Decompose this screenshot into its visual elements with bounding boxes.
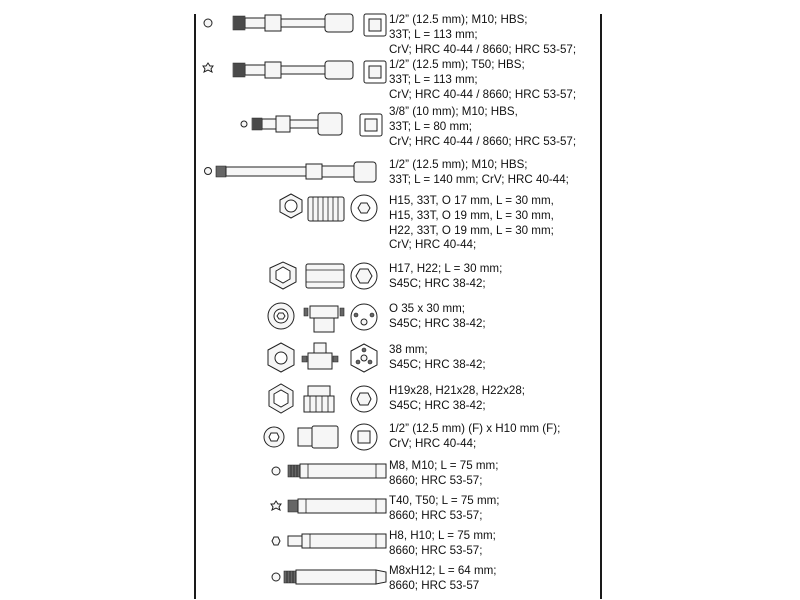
- spec-row-6: [196, 262, 600, 298]
- spline-bit-m8-m10-drawing: [196, 459, 386, 493]
- spec-text-13: [389, 529, 496, 559]
- spec-line: 3/8” (10 mm); M10; HBS,: [389, 105, 518, 118]
- spec-text-9: [389, 384, 525, 414]
- hex-adapter-icon: [196, 262, 386, 298]
- spec-line: 1/2” (12.5 mm) (F) x H10 mm (F);: [389, 422, 561, 435]
- spec-line: S45C; HRC 38-42;: [389, 276, 486, 290]
- bit-holder-adapter-icon: [196, 422, 386, 458]
- spec-line: CrV; HRC 40-44 / 8660; HRC 53-57;: [389, 42, 577, 56]
- spline-bit-m8-h12-icon: [196, 564, 386, 598]
- spec-line: H19x28, H21x28, H22x28;: [389, 384, 525, 397]
- torx-bit-t40-t50-icon: [196, 494, 386, 528]
- spec-row-14: [196, 564, 600, 598]
- spec-row-5: [196, 194, 600, 256]
- hex-socket-x28-icon: [196, 384, 386, 424]
- spec-line: 33T; L = 113 mm;: [389, 27, 478, 41]
- bit-socket-m10-113-icon: [196, 13, 386, 59]
- bit-socket-t50-113-icon: [196, 58, 386, 104]
- spec-line: 33T; L = 140 mm; CrV; HRC 40-44;: [389, 172, 569, 186]
- spec-line: CrV; HRC 40-44 / 8660; HRC 53-57;: [389, 87, 577, 101]
- bit-socket-3-8-m10-drawing: [196, 105, 386, 155]
- spec-row-9: [196, 384, 600, 424]
- hex-bit-h8-h10-icon: [196, 529, 386, 563]
- spec-text-4: [389, 158, 569, 188]
- spec-text-6: [389, 262, 502, 292]
- hex-socket-x28-drawing: [196, 384, 386, 424]
- spec-text-2: [389, 58, 576, 102]
- spec-text-1: [389, 13, 576, 57]
- spec-text-5: [389, 194, 554, 253]
- spec-line: 8660; HRC 53-57;: [389, 543, 483, 557]
- spec-row-7: [196, 302, 600, 340]
- bit-socket-t50-113-drawing: [196, 58, 386, 104]
- bit-socket-140-drawing: [196, 158, 386, 194]
- spec-line: 1/2” (12.5 mm); M10; HBS;: [389, 158, 528, 171]
- spec-row-13: [196, 529, 600, 563]
- spline-bit-m8-m10-icon: [196, 459, 386, 493]
- spec-text-11: [389, 459, 498, 489]
- bit-socket-140-icon: [196, 158, 386, 194]
- spec-row-3: [196, 105, 600, 155]
- bit-socket-m10-113-drawing: [196, 13, 386, 59]
- pin-socket-drawing: [196, 302, 386, 340]
- spec-line: CrV; HRC 40-44;: [389, 238, 477, 252]
- spec-line: 33T; L = 113 mm;: [389, 72, 478, 86]
- right-border-line: [600, 14, 602, 599]
- spec-line: 38 mm;: [389, 343, 428, 356]
- torx-bit-t40-t50-drawing: [196, 494, 386, 528]
- spline-socket-set-drawing: [196, 194, 386, 256]
- spec-line: CrV; HRC 40-44 / 8660; HRC 53-57;: [389, 134, 577, 148]
- hex-pin-socket-icon: [196, 343, 386, 383]
- spec-line: H15, 33T, O 19 mm, L = 30 mm,: [389, 208, 554, 222]
- spec-line: CrV; HRC 40-44;: [389, 436, 477, 450]
- spec-line: H22, 33T, O 19 mm, L = 30 mm;: [389, 223, 554, 237]
- spec-line: H8, H10; L = 75 mm;: [389, 529, 496, 542]
- spec-line: O 35 x 30 mm;: [389, 302, 466, 315]
- bit-socket-3-8-m10-icon: [196, 105, 386, 155]
- spec-row-2: [196, 58, 600, 104]
- spec-row-1: [196, 13, 600, 59]
- spec-text-3: [389, 105, 576, 149]
- spec-line: M8xH12; L = 64 mm;: [389, 564, 497, 577]
- spec-text-14: [389, 564, 497, 594]
- spec-line: T40, T50; L = 75 mm;: [389, 494, 500, 507]
- bit-holder-adapter-drawing: [196, 422, 386, 458]
- spec-text-12: [389, 494, 500, 524]
- hex-adapter-drawing: [196, 262, 386, 298]
- spec-row-12: [196, 494, 600, 528]
- spec-line: M8, M10; L = 75 mm;: [389, 459, 499, 472]
- spec-line: H17, H22; L = 30 mm;: [389, 262, 503, 275]
- spec-line: S45C; HRC 38-42;: [389, 357, 486, 371]
- spec-line: H15, 33T, O 17 mm, L = 30 mm,: [389, 194, 554, 207]
- hex-pin-socket-drawing: [196, 343, 386, 383]
- spec-line: 33T; L = 80 mm;: [389, 119, 473, 133]
- spec-line: S45C; HRC 38-42;: [389, 398, 486, 412]
- spec-line: 1/2” (12.5 mm); M10; HBS;: [389, 13, 528, 26]
- spec-text-10: [389, 422, 560, 452]
- spec-row-11: [196, 459, 600, 493]
- spec-line: 8660; HRC 53-57;: [389, 473, 483, 487]
- spec-row-4: [196, 158, 600, 194]
- spec-line: 1/2” (12.5 mm); T50; HBS;: [389, 58, 525, 71]
- spec-line: 8660; HRC 53-57;: [389, 508, 483, 522]
- spec-row-8: [196, 343, 600, 383]
- hex-bit-h8-h10-drawing: [196, 529, 386, 563]
- pin-socket-icon: [196, 302, 386, 340]
- spec-text-8: [389, 343, 486, 373]
- spec-text-7: [389, 302, 486, 332]
- spec-line: S45C; HRC 38-42;: [389, 316, 486, 330]
- spline-bit-m8-h12-drawing: [196, 564, 386, 598]
- spec-line: 8660; HRC 53-57: [389, 578, 480, 592]
- spline-socket-set-icon: [196, 194, 386, 256]
- spec-row-10: [196, 422, 600, 458]
